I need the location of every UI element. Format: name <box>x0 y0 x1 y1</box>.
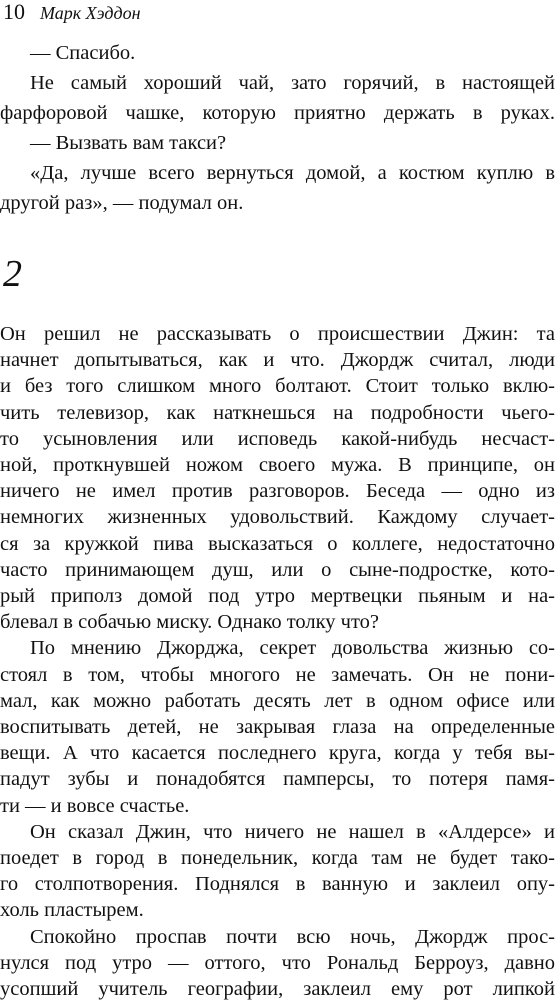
text-line: мал, как можно работать десять лет в одном офисе или <box>0 689 555 712</box>
text-line: ничего не имел против разговоров. Беседа — одно из <box>0 480 555 503</box>
text-line: Он сказал Джин, что ничего не нашел в «Алдерсе» и <box>30 820 555 843</box>
text-line: падут зубы и понадобятся памперсы, то потеря памя- <box>0 768 555 791</box>
text-line: блевал в собачью миску. Однако толку что? <box>0 611 380 634</box>
text-line: то усыновления или исповедь какой-нибудь несчаст- <box>0 427 555 450</box>
text-line: рый приполз домой под утро мертвецки пьяным и на- <box>0 585 555 607</box>
text-line: По мнению Джорджа, секрет довольства жизнью со- <box>30 637 555 660</box>
text-line: Не самый хороший чай, зато горячий, в настоящей <box>30 72 555 94</box>
author-name: Марк Хэддон <box>40 3 141 23</box>
text-line: нулся под утро — оттого, что Рональд Берроуз, давно <box>0 951 555 974</box>
text-line: и без того слишком много болтают. Стоит только вклю- <box>0 375 555 398</box>
text-line: усопший учитель географии, заклеил ему рот липкой <box>0 978 555 1000</box>
text-line: го столпотворения. Поднялся в ванную и заклеил опу- <box>0 873 555 896</box>
text-line: чить телевизор, как наткнешься на подробности чьего- <box>0 401 555 424</box>
text-line: «Да, лучше всего вернуться домой, а костюм куплю в <box>30 162 555 184</box>
text-line: немногих жизненных удовольствий. Каждому случает- <box>0 506 555 529</box>
chapter-number: 2 <box>3 253 22 295</box>
text-line: — Вызвать вам такси? <box>30 132 227 154</box>
text-line: фарфоровой чашке, которую приятно держать в руках. <box>0 102 555 124</box>
text-line: начнет допытываться, как и что. Джордж считал, люди <box>0 349 555 372</box>
text-line: поедет в город в понедельник, когда там не будет тако- <box>0 847 555 869</box>
text-line: ся за кружкой пива высказаться о коллеге, недостаточно <box>0 532 555 555</box>
text-line: стоял в том, чтобы многого не замечать. Он не пони- <box>0 663 555 686</box>
text-line: ной, проткнувшей ножом своего мужа. В принципе, он <box>0 454 555 476</box>
text-line: другой раз», — подумал он. <box>0 192 244 214</box>
page-number: 10 <box>3 0 25 24</box>
text-line: ти — и вовсе счастье. <box>0 794 190 817</box>
text-line: Он решил не рассказывать о происшествии Джин: та <box>0 323 555 345</box>
running-header <box>3 0 141 24</box>
text-line: вещи. А что касается последнего круга, когда у тебя вы- <box>0 742 555 765</box>
text-line: Спокойно проспав почти всю ночь, Джордж прос- <box>30 925 555 948</box>
text-line: воспитывать детей, не закрывая глаза на определенные <box>0 716 555 738</box>
text-line: часто принимающем душ, или о сыне-подростке, кото- <box>0 558 555 581</box>
text-line: — Спасибо. <box>30 42 136 64</box>
text-line: холь пластырем. <box>0 899 144 922</box>
